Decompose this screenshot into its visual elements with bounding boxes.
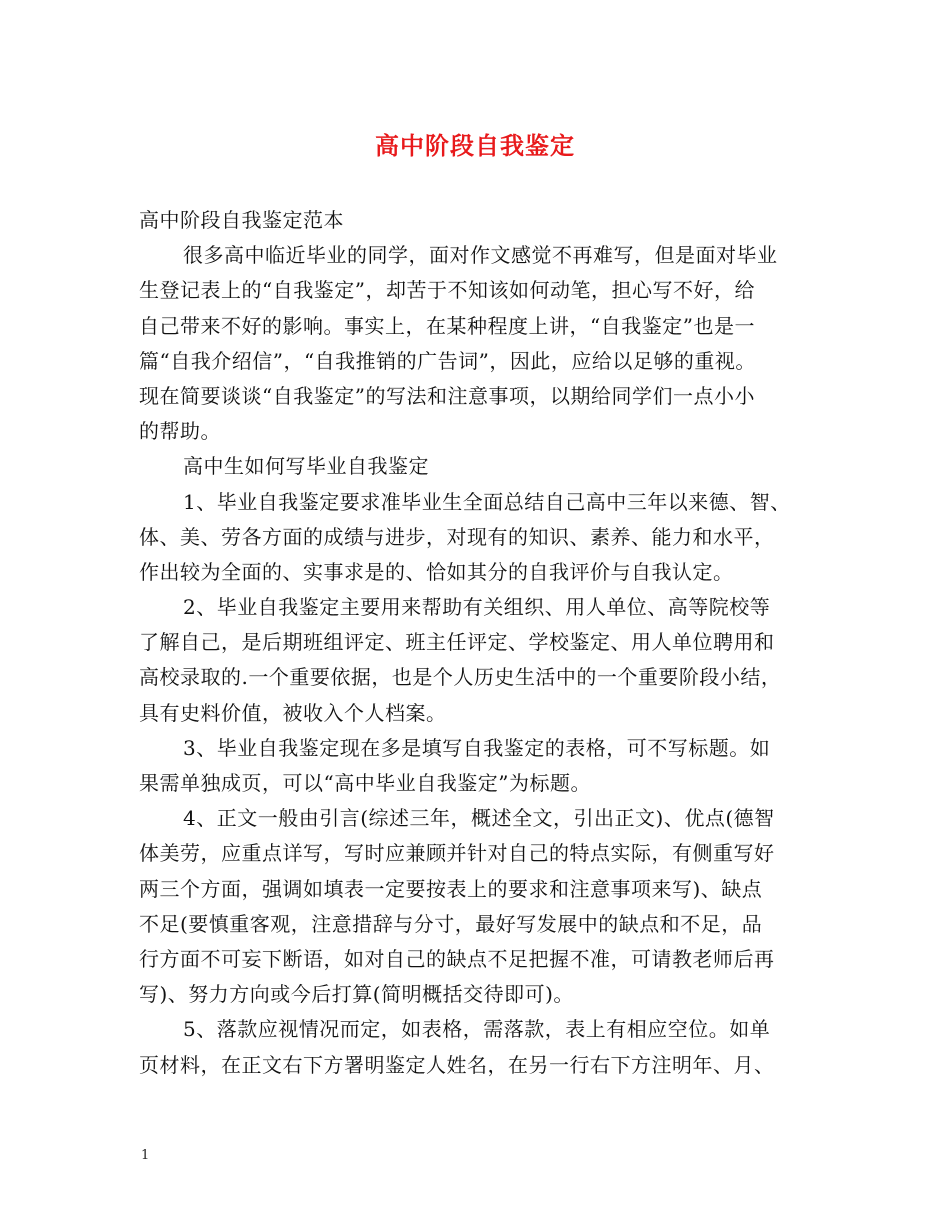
paragraph-line: 生登记表上的“自我鉴定”，却苦于不知该如何动笔，担心写不好，给 bbox=[139, 278, 755, 303]
paragraph-line: 3、毕业自我鉴定现在多是填写自我鉴定的表格，可不写标题。如 bbox=[183, 735, 771, 760]
paragraph-line: 页材料，在正文右下方署明鉴定人姓名，在另一行右下方注明年、月、 bbox=[139, 1052, 775, 1077]
paragraph-line: 5、落款应视情况而定，如表格，需落款，表上有相应空位。如单 bbox=[183, 1017, 771, 1042]
paragraph-line: 4、正文一般由引言(综述三年，概述全文，引出正文)、优点(德智 bbox=[183, 806, 775, 831]
paragraph-line: 篇“自我介绍信”，“自我推销的广告词”，因此，应给以足够的重视。 bbox=[139, 348, 756, 373]
paragraph-line: 行方面不可妄下断语，如对自己的缺点不足把握不准，可请教老师后再 bbox=[139, 946, 775, 971]
paragraph-line: 体、美、劳各方面的成绩与进步，对现有的知识、素养、能力和水平， bbox=[139, 524, 775, 549]
document-title: 高中阶段自我鉴定 bbox=[375, 131, 575, 160]
paragraph-line: 写)、努力方向或今后打算(简明概括交待即可)。 bbox=[139, 982, 574, 1007]
paragraph-line: 作出较为全面的、实事求是的、恰如其分的自我评价与自我认定。 bbox=[139, 559, 734, 584]
paragraph-line: 体美劳，应重点详写，写时应兼顾并针对自己的特点实际，有侧重写好 bbox=[139, 841, 775, 866]
paragraph-line: 现在简要谈谈“自我鉴定”的写法和注意事项，以期给同学们一点小小 bbox=[139, 383, 755, 408]
document-body bbox=[139, 203, 829, 1083]
paragraph-line: 高校录取的.一个重要依据，也是个人历史生活中的一个重要阶段小结， bbox=[139, 665, 782, 690]
paragraph-line: 不足(要慎重客观，注意措辞与分寸，最好写发展中的缺点和不足，品 bbox=[139, 911, 763, 936]
section-heading-line: 高中生如何写毕业自我鉴定 bbox=[183, 454, 429, 479]
paragraph-line: 的帮助。 bbox=[139, 419, 221, 444]
paragraph-line: 2、毕业自我鉴定主要用来帮助有关组织、用人单位、高等院校等 bbox=[183, 595, 771, 620]
paragraph-line: 1、毕业自我鉴定要求准毕业生全面总结自己高中三年以来德、智、 bbox=[183, 489, 791, 514]
paragraph-line: 果需单独成页，可以“高中毕业自我鉴定”为标题。 bbox=[139, 771, 591, 795]
paragraph-line: 具有史料价值，被收入个人档案。 bbox=[139, 700, 447, 725]
paragraph-line: 了解自己，是后期班组评定、班主任评定、学校鉴定、用人单位聘用和 bbox=[139, 630, 775, 655]
paragraph-line: 自己带来不好的影响。事实上，在某种程度上讲，“自我鉴定”也是一 bbox=[139, 313, 755, 338]
page-number: 1 bbox=[141, 1148, 150, 1163]
subtitle-line: 高中阶段自我鉴定范本 bbox=[139, 208, 344, 232]
paragraph-line: 两三个方面，强调如填表一定要按表上的要求和注意事项来写)、缺点 bbox=[139, 876, 763, 901]
paragraph-line: 很多高中临近毕业的同学，面对作文感觉不再难写，但是面对毕业 bbox=[183, 243, 778, 268]
